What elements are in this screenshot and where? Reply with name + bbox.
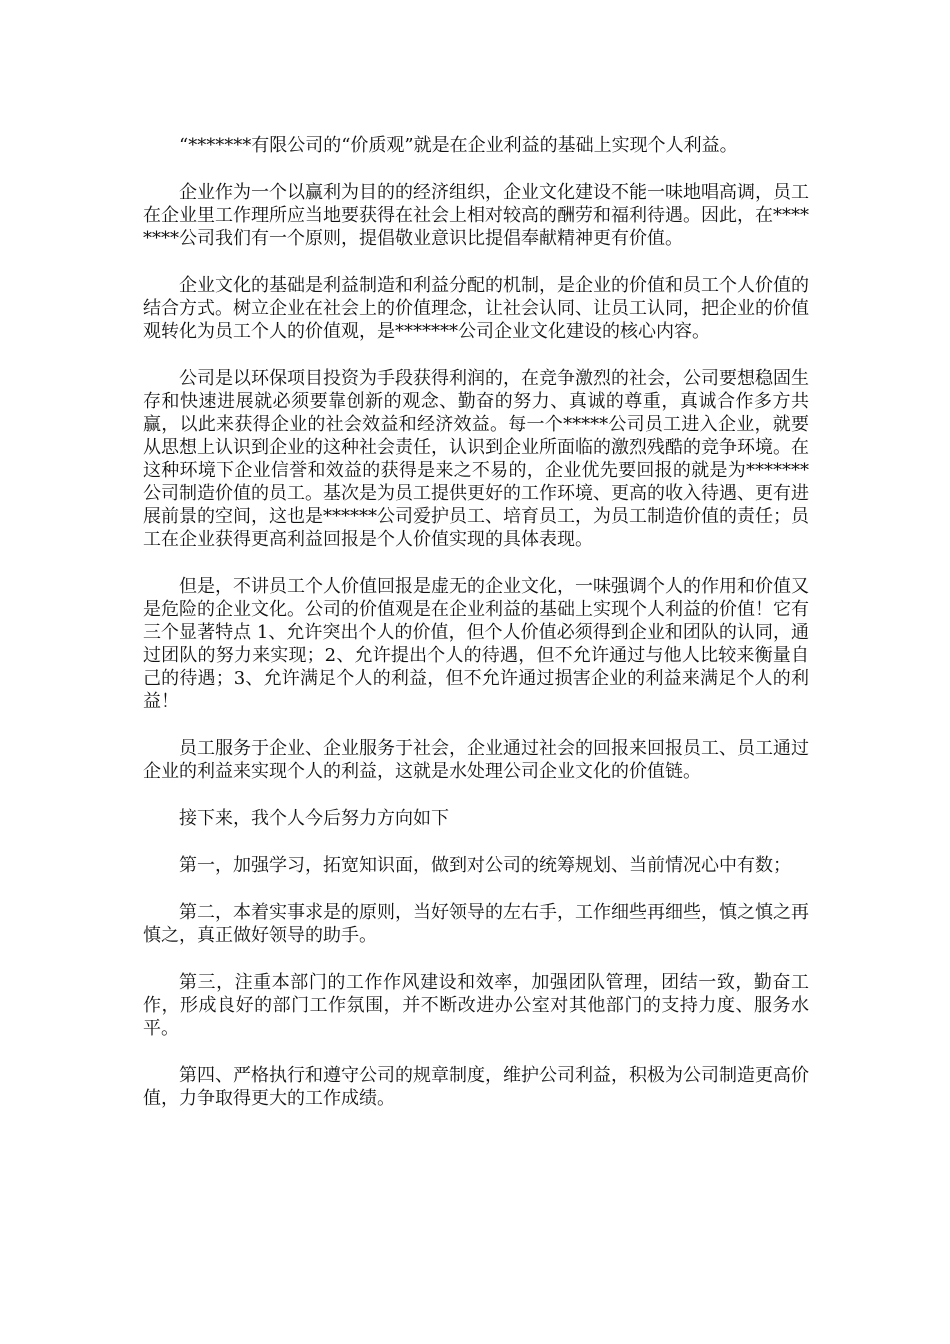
paragraph-value-chain: 员工服务于企业、企业服务于社会，企业通过社会的回报来回报员工、员工通过企业的利益来实现个人的利益，这就是水处理公司企业文化的价值链。 xyxy=(143,738,809,782)
paragraph-step-four: 第四、严格执行和遵守公司的规章制度，维护公司利益，积极为公司制造更高价值，力争取得更大的工作成绩。 xyxy=(143,1065,809,1109)
paragraph-next-steps-heading: 接下来，我个人今后努力方向如下 xyxy=(179,808,449,829)
paragraph-intro: “*******有限公司的“价质观”就是在企业利益的基础上实现个人利益。 xyxy=(179,135,738,156)
paragraph-step-two: 第二，本着实事求是的原则，当好领导的左右手，工作细些再细些，慎之慎之再慎之，真正做好领导的助手。 xyxy=(143,902,809,946)
paragraph-step-one: 第一，加强学习，拓宽知识面，做到对公司的统筹规划、当前情况心中有数； xyxy=(179,855,791,876)
paragraph-profit-organization: 企业作为一个以赢利为目的的经济组织，企业文化建设不能一味地唱高调，员工在企业里工作理所应当地要获得在社会上相对较高的酬劳和福利待遇。因此，在********公司我们有一个原则，提倡敬业意识比提倡奉献精神更有价值。 xyxy=(143,182,809,249)
paragraph-environmental-investment: 公司是以环保项目投资为手段获得利润的，在竞争激烈的社会，公司要想稳固生存和快速进展就必须要靠创新的观念、勤奋的努力、真诚的尊重，真诚合作多方共赢，以此来获得企业的社会效益和经济效益。每一个*****公司员工进入企业，就要从思想上认识到企业的这种社会责任，认识到企业所面临的激烈残酷的竞争环境。在这种环境下企业信誉和效益的获得是来之不易的，企业优先要回报的就是为*******公司制造价值的员工。基次是为员工提供更好的工作环境、更高的收入待遇、更有进展前景的空间，这也是******公司爱护员工、培育员工，为员工制造价值的责任；员工在企业获得更高利益回报是个人价值实现的具体表现。 xyxy=(143,368,809,550)
paragraph-culture-foundation: 企业文化的基础是利益制造和利益分配的机制，是企业的价值和员工个人价值的结合方式。树立企业在社会上的价值理念，让社会认同、让员工认同，把企业的价值观转化为员工个人的价值观，是*******公司企业文化建设的核心内容。 xyxy=(143,275,809,342)
document-page xyxy=(143,134,809,1134)
paragraph-step-three: 第三，注重本部门的工作作风建设和效率，加强团队管理，团结一致，勤奋工作，形成良好的部门工作氛围，并不断改进办公室对其他部门的支持力度、服务水平。 xyxy=(143,972,809,1039)
paragraph-value-return: 但是，不讲员工个人价值回报是虚无的企业文化，一味强调个人的作用和价值又是危险的企业文化。公司的价值观是在企业利益的基础上实现个人利益的价值！它有三个显著特点 1、允许突出个人的价值，但个人价值必须得到企业和团队的认同，通过团队的努力来实现；2、允许提出个人的待遇，但不允许通过与他人比较来衡量自己的待遇；3、允许满足个人的利益，但不允许通过损害企业的利益来满足个人的利益！ xyxy=(143,576,809,712)
